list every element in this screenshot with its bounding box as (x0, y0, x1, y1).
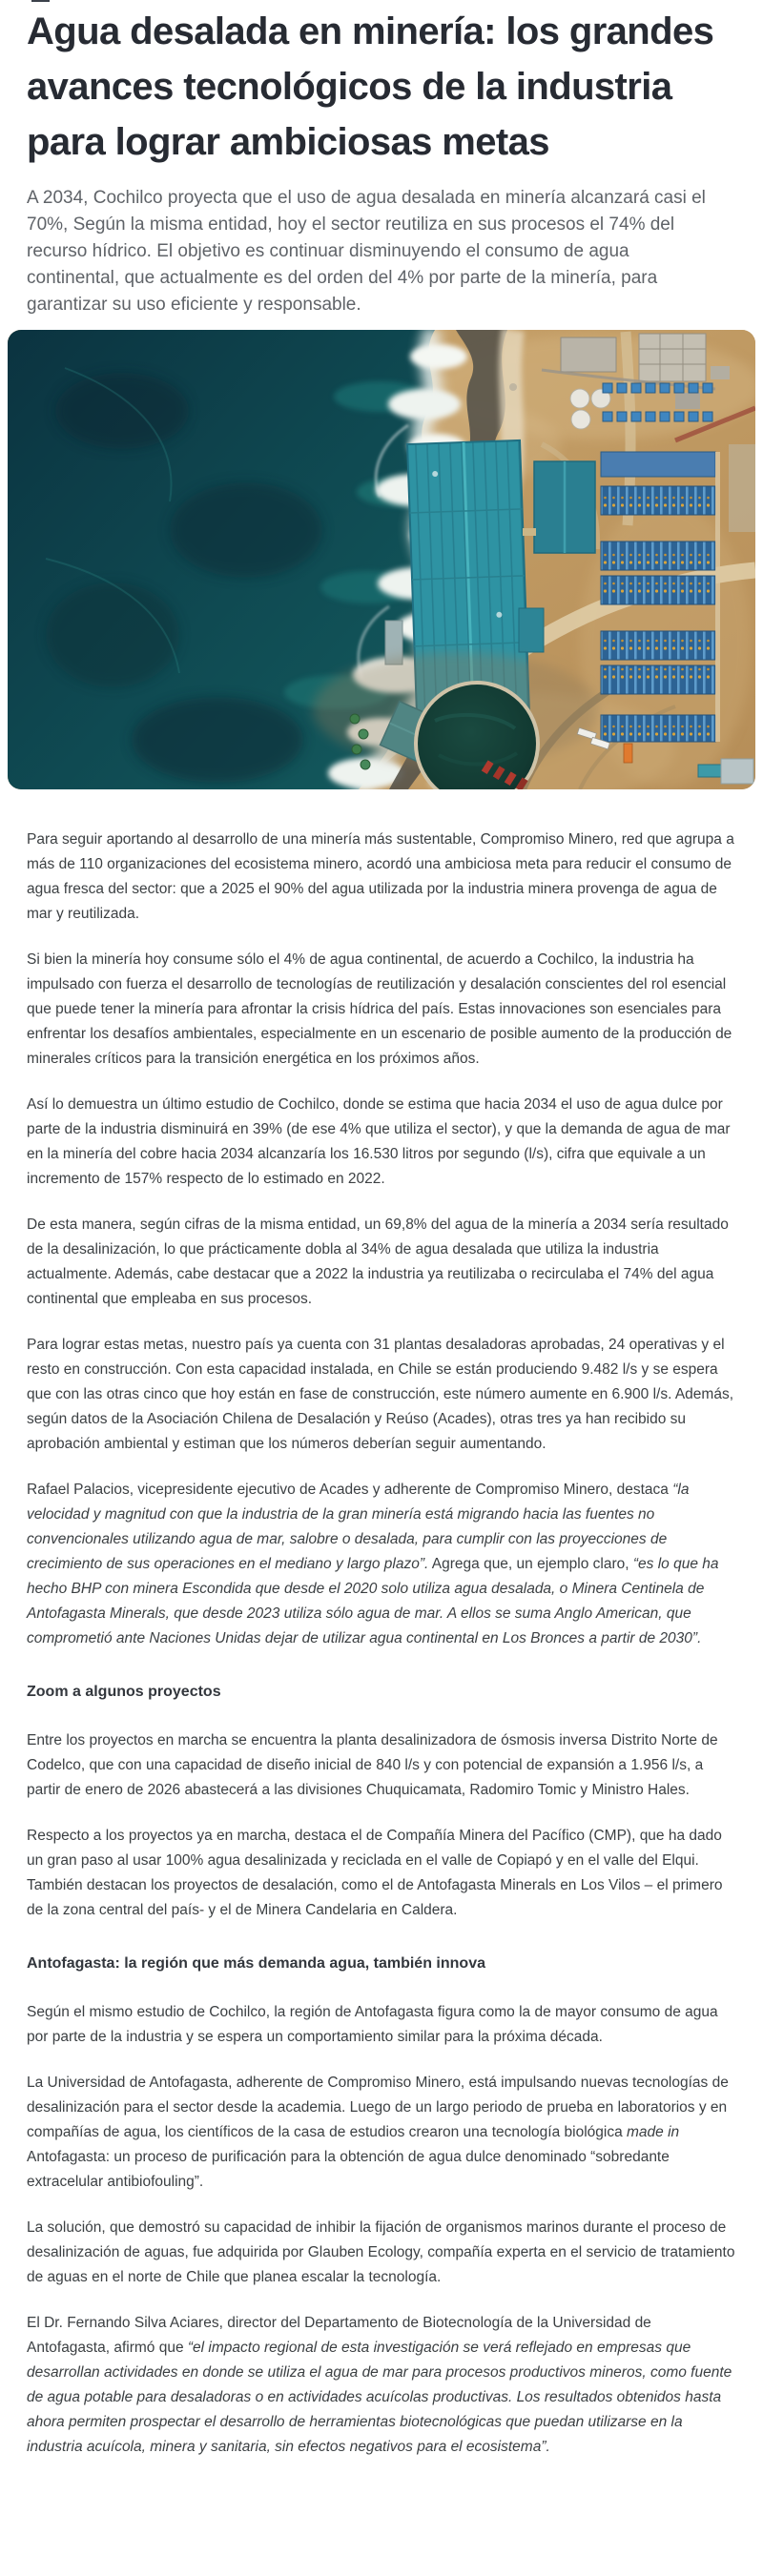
article-paragraph: La solución, que demostró su capacidad de inhibir la fijación de organismos marinos durante el proceso de desalinización de aguas, fue adquirida por Glauben Ecology, compañía experta en el servicio de tratamiento de aguas en el norte de Chile que planea escalar la tecnología. (27, 2219, 735, 2285)
clipped-element-artifact (31, 0, 50, 2)
article-paragraph: Para lograr estas metas, nuestro país ya cuenta con 31 plantas desaladoras aprobadas, 24 operativas y el resto en construcción. Con esta capacidad instalada, en Chile se están produciendo 9.482 l/s y se espera que con las otras cinco que hoy están en fase de construcción, este número aumente en 6.900 l/s. Además, según datos de la Asociación Chilena de Desalación y Reúso (Acades), otras tres ya han recibido su aprobación ambiental y estiman que los números deberían seguir aumentando. (27, 1337, 734, 1452)
desalination-plant-aerial-illustration (8, 330, 755, 789)
section-heading-antofagasta: Antofagasta: la región que más demanda agua, también innova (27, 1955, 485, 1972)
article-paragraph: Para seguir aportando al desarrollo de una minería más sustentable, Compromiso Minero, red que agrupa a más de 110 organizaciones del ecosistema minero, acordó una ambiciosa meta para reducir el consumo de agua fresca del sector: que a 2025 el 90% del agua utilizada por la industria minera provenga de agua de mar y reutilizada. (27, 831, 734, 922)
section-heading-proyectos: Zoom a algunos proyectos (27, 1684, 221, 1700)
article-body (27, 828, 736, 2460)
article-paragraph-quote: El Dr. Fernando Silva Aciares, director del Departamento de Biotecnología de la Universidad de Antofagasta, afirmó que “el impacto regional de esta investigación se verá reflejado en empresas que desarrollan actividades en donde se utiliza el agua de mar para procesos productivos mineros, como fuente de agua potable para desaladoras o en actividades acuícolas productivas. Los resultados obtenidos hasta ahora permiten prospectar el desarrollo de herramientas biotecnológicas que puedan utilizarse en la industria acuícola, minera y sanitaria, sin efectos negativos para el ecosistema”. (27, 2315, 732, 2455)
article-paragraph: Así lo demuestra un último estudio de Cochilco, donde se estima que hacia 2034 el uso de agua dulce por parte de la industria disminuirá en 39% (de ese 4% que utiliza el sector), y que la demanda de agua de mar en la minería del cobre hacia 2034 alcanzaría los 16.530 litros por segundo (l/s), cifra que equivale a un incremento de 157% respecto de lo estimado en 2022. (27, 1096, 731, 1187)
article-paragraph: De esta manera, según cifras de la misma entidad, un 69,8% del agua de la minería a 2034 sería resultado de la desalinización, lo que prácticamente dobla al 34% de agua desalada que utiliza la industria actualmente. Además, cabe destacar que a 2022 la industria ya reutilizaba o recirculaba el 74% del agua continental que empleaba en sus procesos. (27, 1216, 729, 1307)
article-paragraph-quote: Rafael Palacios, vicepresidente ejecutivo de Acades y adherente de Compromiso Minero, destaca “la velocidad y magnitud con que la industria de la gran minería está migrando hacia las fuentes no convencionales utilizando agua de mar, salobre o desalada, para cumplir con las proyecciones de crecimiento de sus operaciones en el mediano y largo plazo”. Agrega que, un ejemplo claro, “es lo que ha hecho BHP con minera Escondida que desde el 2020 solo utiliza agua desalada, o Minera Centinela de Antofagasta Minerals, que desde 2023 utiliza sólo agua de mar. A ellos se suma Anglo American, que comprometió ante Naciones Unidas dejar de utilizar agua continental en Los Bronces a partir de 2030”. (27, 1482, 719, 1646)
article-paragraph: Respecto a los proyectos ya en marcha, destaca el de Compañía Minera del Pacífico (CMP), que ha dado un gran paso al usar 100% agua desalinizada y reciclada en el valle de Copiapó y en el valle del Elqui. También destacan los proyectos de desalación, como el de Antofagasta Minerals en Los Vilos – el primero de la zona central del país- y el de Minera Candelaria en Caldera. (27, 1828, 723, 1918)
article-paragraph: La Universidad de Antofagasta, adherente de Compromiso Minero, está impulsando nuevas tecnologías de desalinización para el sector desde la academia. Luego de un largo periodo de prueba en laboratorios y en compañías de agua, los científicos de la casa de estudios crearon una tecnología biológica made in Antofagasta: un proceso de purificación para la obtención de agua dulce denominado “sobredante extracelular antibiofouling”. (27, 2075, 729, 2190)
hero-image (8, 330, 755, 789)
article-paragraph: Entre los proyectos en marcha se encuentra la planta desalinizadora de ósmosis inversa Distrito Norte de Codelco, que con una capacidad de diseño inicial de 840 l/s y con potencial de expansión a 1.956 l/s, a partir de enero de 2026 abastecerá a las divisiones Chuquicamata, Radomiro Tomic y Ministro Hales. (27, 1732, 718, 1798)
article-paragraph: Si bien la minería hoy consume sólo el 4% de agua continental, de acuerdo a Cochilco, la industria ha impulsado con fuerza el desarrollo de tecnologías de reutilización y desalación conscientes del rol esencial que puede tener la minería para afrontar la crisis hídrica del país. Estas innovaciones son esenciales para enfrentar los desafíos ambientales, especialmente en un escenario de posible aumento de la producción de minerales críticos para la transición energética en los próximos años. (27, 951, 732, 1067)
small-teal-shed (519, 608, 544, 652)
article-paragraph: Según el mismo estudio de Cochilco, la región de Antofagasta figura como la de mayor consumo de agua por parte de la industria y se espera un comportamiento similar para la próxima década. (27, 2004, 718, 2045)
article-lead: A 2034, Cochilco proyecta que el uso de agua desalada en minería alcanzará casi el 70%, Según la misma entidad, hoy el sector reutiliza en sus procesos el 74% del recurso hídrico. El objetivo es continuar disminuyendo el consumo de agua continental, que actualmente es del orden del 4% por parte de la minería, para garantizar su uso eficiente y responsable. (27, 188, 706, 315)
article-title: Agua desalada en minería: los grandes avances tecnológicos de la industria para lograr ambiciosas metas (27, 10, 714, 163)
